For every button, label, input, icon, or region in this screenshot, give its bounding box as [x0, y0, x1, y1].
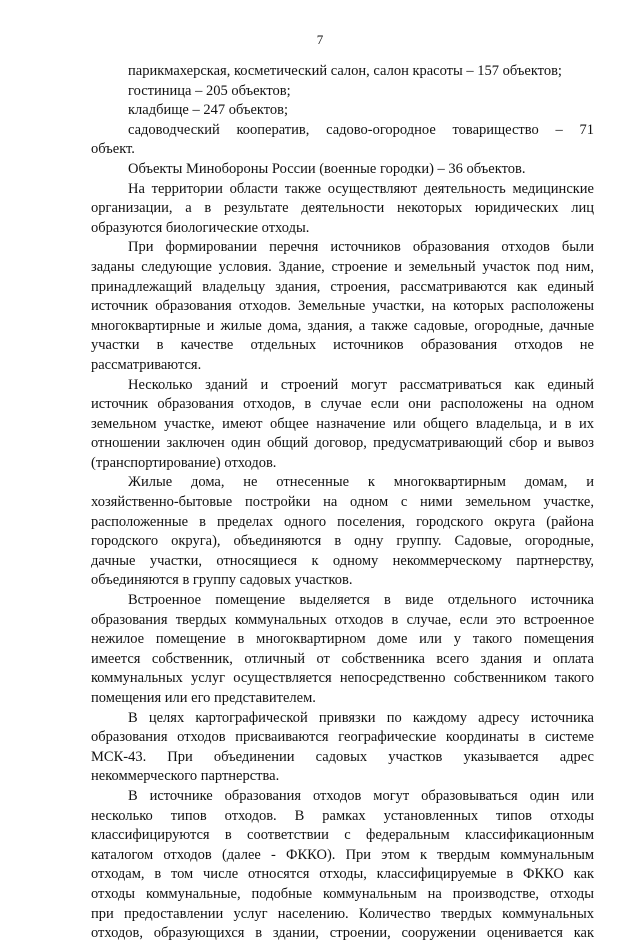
- text-line: хозяйственно-бытовые постройки на одном с ними земельном участке,: [91, 494, 594, 511]
- text-line: отходам, в том числе относятся отходы, классифицируемые в ФККО как: [91, 866, 594, 883]
- text-line: отходы коммунальные, подобные коммунальным на производстве, отходы: [91, 885, 594, 902]
- text-line: образования отходов присваиваются географические координаты в системе: [91, 729, 594, 746]
- page-number: 7: [316, 32, 324, 47]
- text-line: рассматриваются.: [91, 356, 202, 373]
- text-line: многоквартирные и жилые дома, здания, а также садовые, огородные, дачные: [91, 317, 594, 334]
- text-line: объединяются в группу садовых участков.: [91, 572, 353, 589]
- text-line: отходов, образующихся в здании, строении, сооружении оценивается как: [91, 925, 594, 942]
- paragraph: [91, 62, 594, 82]
- paragraph: [91, 160, 594, 180]
- text-line: земельном участке, имеют общее назначение или общего владельца, и в их: [91, 415, 594, 432]
- paragraph: [91, 101, 594, 121]
- text-line: некоммерческого партнерства.: [91, 768, 280, 785]
- text-line: при предоставлении услуг населению. Количество твердых коммунальных: [91, 905, 594, 922]
- text-line: помещения или его представителем.: [91, 690, 316, 706]
- text-line: классифицируются в соответствии с федеральным классификационным: [91, 827, 594, 844]
- paragraph: [91, 180, 594, 239]
- text-line: каталогом отходов (далее - ФККО). При этом к твердым коммунальным: [91, 846, 594, 863]
- text-line: кладбище – 247 объектов;: [128, 102, 289, 119]
- text-line: источник образования отходов, в случае если они расположены на одном: [91, 396, 594, 413]
- paragraph: [91, 376, 594, 474]
- text-line: коммунальных услуг осуществляется непосредственно собственником такого: [91, 670, 594, 687]
- text-line: образуются биологические отходы.: [91, 219, 310, 236]
- text-line: имеется собственник, отличный от собственника всего здания и оплата: [91, 650, 594, 667]
- text-line: несколько типов отходов. В рамках установленных типов отходы: [91, 807, 594, 824]
- text-line: нежилое помещение в многоквартирном доме или у такого помещения: [91, 631, 594, 648]
- text-line: объект.: [91, 141, 135, 158]
- text-line: источник образования отходов. Земельные участки, на которых расположены: [91, 298, 594, 315]
- text-line: гостиница – 205 объектов;: [128, 82, 291, 99]
- text-line: МСК-43. При объединении садовых участков указывается адрес: [91, 748, 594, 765]
- text-line: Объекты Минобороны России (военные городки) – 36 объектов.: [128, 160, 526, 177]
- paragraph: [91, 82, 594, 102]
- text-line: заданы следующие условия. Здание, строение и земельный участок под ним,: [91, 258, 594, 275]
- text-line: образования твердых коммунальных отходов в случае, если это встроенное: [91, 611, 594, 628]
- text-line: На территории области также осуществляют деятельность медицинские: [128, 180, 594, 197]
- text-line: отношении заключен один общий договор, предусматривающий сбор и вывоз: [91, 435, 594, 452]
- text-line: В целях картографической привязки по каждому адресу источника: [128, 709, 594, 726]
- document-body: [91, 62, 594, 944]
- text-line: принадлежащий владельцу здания, строения, рассматриваются как единый: [91, 278, 594, 295]
- paragraph: [91, 787, 594, 944]
- paragraph: [91, 121, 594, 160]
- text-line: участки в качестве отдельных источников образования отходов не: [91, 337, 594, 354]
- text-line: расположенные в пределах одного поселения, городского округа (района: [91, 513, 594, 530]
- text-line: При формировании перечня источников образования отходов были: [128, 239, 594, 256]
- text-line: парикмахерская, косметический салон, салон красоты – 157 объектов;: [128, 63, 562, 79]
- text-line: (транспортирование) отходов.: [91, 454, 277, 471]
- paragraph: [91, 473, 594, 591]
- text-line: дачные участки, относящиеся к одному некоммерческому партнерству,: [91, 552, 594, 569]
- text-line: В источнике образования отходов могут образовываться один или: [128, 787, 594, 804]
- paragraph: [91, 591, 594, 709]
- paragraph: [91, 238, 594, 375]
- text-line: Жилые дома, не отнесенные к многоквартирным домам, и: [128, 474, 594, 491]
- text-line: организации, а в результате деятельности некоторых юридических лиц: [91, 200, 594, 217]
- text-line: городского округа), объединяются в одну группу. Садовые, огородные,: [91, 533, 594, 550]
- text-line: Несколько зданий и строений могут рассматриваться как единый: [128, 376, 594, 393]
- text-line: Встроенное помещение выделяется в виде отдельного источника: [128, 592, 594, 609]
- text-line: садоводческий кооператив, садово-огородное товарищество – 71: [128, 121, 594, 138]
- paragraph: [91, 709, 594, 787]
